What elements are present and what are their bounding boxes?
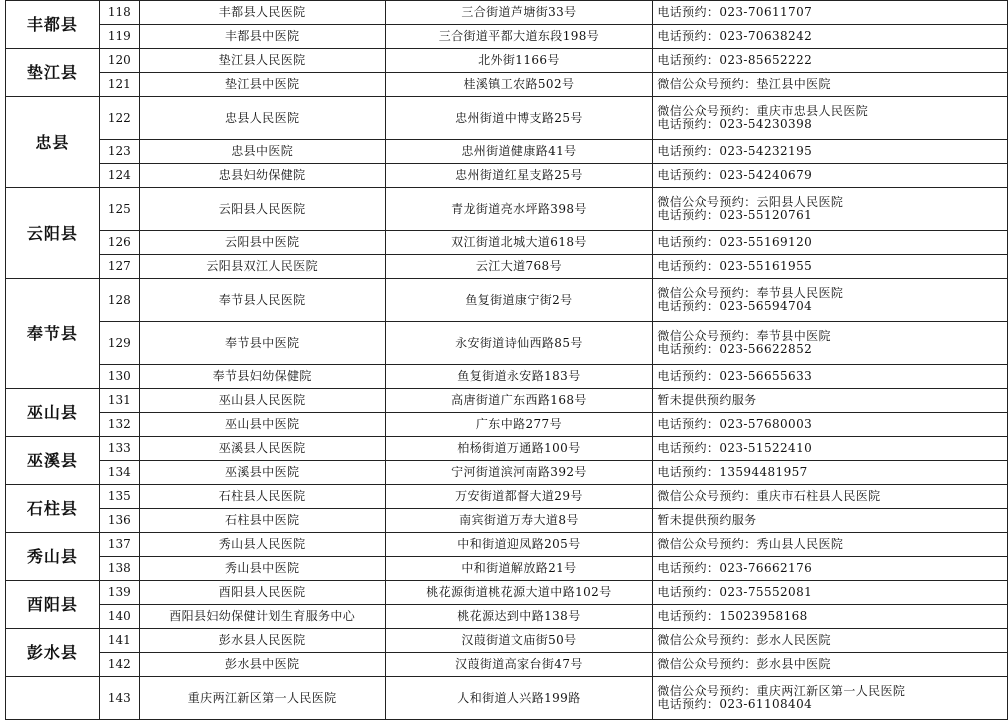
booking-method-cell <box>653 25 1008 49</box>
table-row <box>6 255 1008 279</box>
table-row <box>6 557 1008 581</box>
booking-method-cell <box>653 557 1008 581</box>
booking-method-line: 微信公众号预约：奉节县中医院 <box>657 329 831 343</box>
table-row <box>6 677 1008 720</box>
serial-number-cell: 142 <box>99 653 139 677</box>
county-cell: 云阳县 <box>6 188 100 279</box>
serial-number-cell: 123 <box>99 140 139 164</box>
hospital-name-cell: 云阳县中医院 <box>139 231 385 255</box>
serial-number-cell: 141 <box>99 629 139 653</box>
booking-method-cell <box>653 581 1008 605</box>
serial-number-cell: 133 <box>99 437 139 461</box>
booking-method-line: 微信公众号预约：重庆市忠县人民医院 <box>657 104 869 118</box>
serial-number-cell: 131 <box>99 389 139 413</box>
address-cell: 汉葭街道文庙街50号 <box>385 629 653 653</box>
serial-number-cell: 140 <box>99 605 139 629</box>
booking-method-line: 电话预约：15023958168 <box>657 609 808 623</box>
address-cell: 三合街道芦塘街33号 <box>385 1 653 25</box>
booking-method-line: 电话预约：023-70611707 <box>657 5 813 19</box>
table-row <box>6 73 1008 97</box>
booking-method-cell <box>653 279 1008 322</box>
address-cell: 桃花源达到中路138号 <box>385 605 653 629</box>
address-cell: 汉葭街道高家台街47号 <box>385 653 653 677</box>
booking-method-line: 电话预约：023-55161955 <box>657 259 813 273</box>
table-row <box>6 25 1008 49</box>
address-cell: 云江大道768号 <box>385 255 653 279</box>
serial-number-cell: 135 <box>99 485 139 509</box>
table-row <box>6 581 1008 605</box>
booking-method-line: 电话预约：023-55120761 <box>657 208 813 222</box>
serial-number-cell: 130 <box>99 365 139 389</box>
hospital-name-cell: 忠县中医院 <box>139 140 385 164</box>
booking-method-line: 电话预约：023-56655633 <box>657 369 813 383</box>
booking-method-line: 微信公众号预约：秀山县人民医院 <box>657 537 844 551</box>
hospital-name-cell: 丰都县人民医院 <box>139 1 385 25</box>
booking-method-line: 电话预约：13594481957 <box>657 465 808 479</box>
booking-method-cell <box>653 677 1008 720</box>
county-cell: 巫山县 <box>6 389 100 437</box>
booking-method-cell <box>653 1 1008 25</box>
booking-method-line: 暂未提供预约服务 <box>657 393 757 407</box>
address-cell: 北外街1166号 <box>385 49 653 73</box>
booking-method-cell <box>653 97 1008 140</box>
table-row <box>6 653 1008 677</box>
address-cell: 南宾街道万寿大道8号 <box>385 509 653 533</box>
hospital-name-cell: 彭水县人民医院 <box>139 629 385 653</box>
serial-number-cell: 125 <box>99 188 139 231</box>
hospital-name-cell: 奉节县中医院 <box>139 322 385 365</box>
county-cell: 丰都县 <box>6 1 100 49</box>
booking-method-cell <box>653 485 1008 509</box>
hospital-name-cell: 彭水县中医院 <box>139 653 385 677</box>
table-row <box>6 437 1008 461</box>
table-row <box>6 389 1008 413</box>
county-cell: 忠县 <box>6 97 100 188</box>
booking-method-cell <box>653 437 1008 461</box>
county-cell <box>6 677 100 720</box>
booking-method-cell <box>653 629 1008 653</box>
hospital-name-cell: 丰都县中医院 <box>139 25 385 49</box>
serial-number-cell: 136 <box>99 509 139 533</box>
serial-number-cell: 137 <box>99 533 139 557</box>
hospital-name-cell: 巫山县人民医院 <box>139 389 385 413</box>
table-row <box>6 1 1008 25</box>
address-cell: 忠州街道健康路41号 <box>385 140 653 164</box>
booking-method-cell <box>653 49 1008 73</box>
booking-method-cell <box>653 461 1008 485</box>
table-row <box>6 485 1008 509</box>
table-row <box>6 97 1008 140</box>
booking-method-line: 电话预约：023-75552081 <box>657 585 813 599</box>
serial-number-cell: 127 <box>99 255 139 279</box>
booking-method-line: 电话预约：023-56622852 <box>657 342 813 356</box>
hospital-booking-table <box>5 0 1008 720</box>
address-cell: 人和街道人兴路199路 <box>385 677 653 720</box>
booking-method-line: 微信公众号预约：重庆两江新区第一人民医院 <box>657 684 906 698</box>
county-cell: 彭水县 <box>6 629 100 677</box>
county-cell: 奉节县 <box>6 279 100 389</box>
address-cell: 青龙街道亮水坪路398号 <box>385 188 653 231</box>
address-cell: 忠州街道红星支路25号 <box>385 164 653 188</box>
serial-number-cell: 126 <box>99 231 139 255</box>
serial-number-cell: 122 <box>99 97 139 140</box>
booking-method-cell <box>653 322 1008 365</box>
table-row <box>6 49 1008 73</box>
address-cell: 永安街道诗仙西路85号 <box>385 322 653 365</box>
serial-number-cell: 120 <box>99 49 139 73</box>
booking-method-cell <box>653 365 1008 389</box>
hospital-name-cell: 奉节县人民医院 <box>139 279 385 322</box>
serial-number-cell: 143 <box>99 677 139 720</box>
table-row <box>6 188 1008 231</box>
serial-number-cell: 124 <box>99 164 139 188</box>
address-cell: 万安街道都督大道29号 <box>385 485 653 509</box>
hospital-name-cell: 云阳县人民医院 <box>139 188 385 231</box>
booking-method-cell <box>653 533 1008 557</box>
booking-method-line: 电话预约：023-51522410 <box>657 441 813 455</box>
booking-method-line: 电话预约：023-57680003 <box>657 417 813 431</box>
hospital-name-cell: 巫溪县人民医院 <box>139 437 385 461</box>
county-cell: 秀山县 <box>6 533 100 581</box>
serial-number-cell: 134 <box>99 461 139 485</box>
address-cell: 中和街道解放路21号 <box>385 557 653 581</box>
table-row <box>6 509 1008 533</box>
address-cell: 鱼复街道永安路183号 <box>385 365 653 389</box>
table-row <box>6 605 1008 629</box>
county-cell: 石柱县 <box>6 485 100 533</box>
booking-method-line: 微信公众号预约：云阳县人民医院 <box>657 195 844 209</box>
booking-method-line: 微信公众号预约：垫江县中医院 <box>657 77 831 91</box>
booking-method-cell <box>653 413 1008 437</box>
hospital-name-cell: 石柱县人民医院 <box>139 485 385 509</box>
booking-method-cell <box>653 73 1008 97</box>
hospital-name-cell: 垫江县人民医院 <box>139 49 385 73</box>
booking-method-line: 微信公众号预约：彭水县中医院 <box>657 657 831 671</box>
booking-method-cell <box>653 231 1008 255</box>
booking-method-line: 电话预约：023-56594704 <box>657 299 813 313</box>
booking-method-line: 电话预约：023-54240679 <box>657 168 813 182</box>
address-cell: 柏杨街道万通路100号 <box>385 437 653 461</box>
booking-method-line: 暂未提供预约服务 <box>657 513 757 527</box>
booking-method-line: 微信公众号预约：奉节县人民医院 <box>657 286 844 300</box>
hospital-name-cell: 酉阳县妇幼保健计划生育服务中心 <box>139 605 385 629</box>
booking-method-cell <box>653 188 1008 231</box>
hospital-name-cell: 重庆两江新区第一人民医院 <box>139 677 385 720</box>
hospital-name-cell: 秀山县人民医院 <box>139 533 385 557</box>
booking-method-line: 电话预约：023-55169120 <box>657 235 813 249</box>
serial-number-cell: 121 <box>99 73 139 97</box>
table-row <box>6 279 1008 322</box>
address-cell: 中和街道迎凤路205号 <box>385 533 653 557</box>
hospital-name-cell: 奉节县妇幼保健院 <box>139 365 385 389</box>
serial-number-cell: 119 <box>99 25 139 49</box>
hospital-name-cell: 酉阳县人民医院 <box>139 581 385 605</box>
serial-number-cell: 132 <box>99 413 139 437</box>
hospital-name-cell: 忠县妇幼保健院 <box>139 164 385 188</box>
address-cell: 三合街道平都大道东段198号 <box>385 25 653 49</box>
hospital-name-cell: 垫江县中医院 <box>139 73 385 97</box>
table-row <box>6 140 1008 164</box>
booking-method-cell <box>653 653 1008 677</box>
booking-method-cell <box>653 509 1008 533</box>
table-row <box>6 322 1008 365</box>
booking-method-line: 电话预约：023-85652222 <box>657 53 813 67</box>
serial-number-cell: 138 <box>99 557 139 581</box>
hospital-name-cell: 云阳县双江人民医院 <box>139 255 385 279</box>
serial-number-cell: 129 <box>99 322 139 365</box>
address-cell: 高唐街道广东西路168号 <box>385 389 653 413</box>
table-row <box>6 413 1008 437</box>
county-cell: 酉阳县 <box>6 581 100 629</box>
booking-method-line: 微信公众号预约：重庆市石柱县人民医院 <box>657 489 881 503</box>
table-body <box>6 1 1008 720</box>
hospital-name-cell: 石柱县中医院 <box>139 509 385 533</box>
hospital-name-cell: 巫山县中医院 <box>139 413 385 437</box>
address-cell: 桃花源街道桃花源大道中路102号 <box>385 581 653 605</box>
booking-method-cell <box>653 389 1008 413</box>
booking-method-line: 电话预约：023-70638242 <box>657 29 813 43</box>
address-cell: 双江街道北城大道618号 <box>385 231 653 255</box>
table-row <box>6 365 1008 389</box>
hospital-name-cell: 秀山县中医院 <box>139 557 385 581</box>
hospital-name-cell: 巫溪县中医院 <box>139 461 385 485</box>
booking-method-line: 微信公众号预约：彭水人民医院 <box>657 633 831 647</box>
booking-method-line: 电话预约：023-61108404 <box>657 697 813 711</box>
address-cell: 忠州街道中博支路25号 <box>385 97 653 140</box>
booking-method-line: 电话预约：023-54230398 <box>657 117 813 131</box>
booking-method-cell <box>653 255 1008 279</box>
address-cell: 广东中路277号 <box>385 413 653 437</box>
booking-method-line: 电话预约：023-76662176 <box>657 561 813 575</box>
booking-method-cell <box>653 605 1008 629</box>
table-row <box>6 533 1008 557</box>
address-cell: 宁河街道滨河南路392号 <box>385 461 653 485</box>
booking-method-cell <box>653 164 1008 188</box>
table-row <box>6 164 1008 188</box>
booking-method-line: 电话预约：023-54232195 <box>657 144 813 158</box>
booking-method-cell <box>653 140 1008 164</box>
table-row <box>6 461 1008 485</box>
serial-number-cell: 128 <box>99 279 139 322</box>
serial-number-cell: 139 <box>99 581 139 605</box>
serial-number-cell: 118 <box>99 1 139 25</box>
address-cell: 鱼复街道康宁街2号 <box>385 279 653 322</box>
table-row <box>6 629 1008 653</box>
county-cell: 垫江县 <box>6 49 100 97</box>
hospital-name-cell: 忠县人民医院 <box>139 97 385 140</box>
county-cell: 巫溪县 <box>6 437 100 485</box>
address-cell: 桂溪镇工农路502号 <box>385 73 653 97</box>
table-row <box>6 231 1008 255</box>
